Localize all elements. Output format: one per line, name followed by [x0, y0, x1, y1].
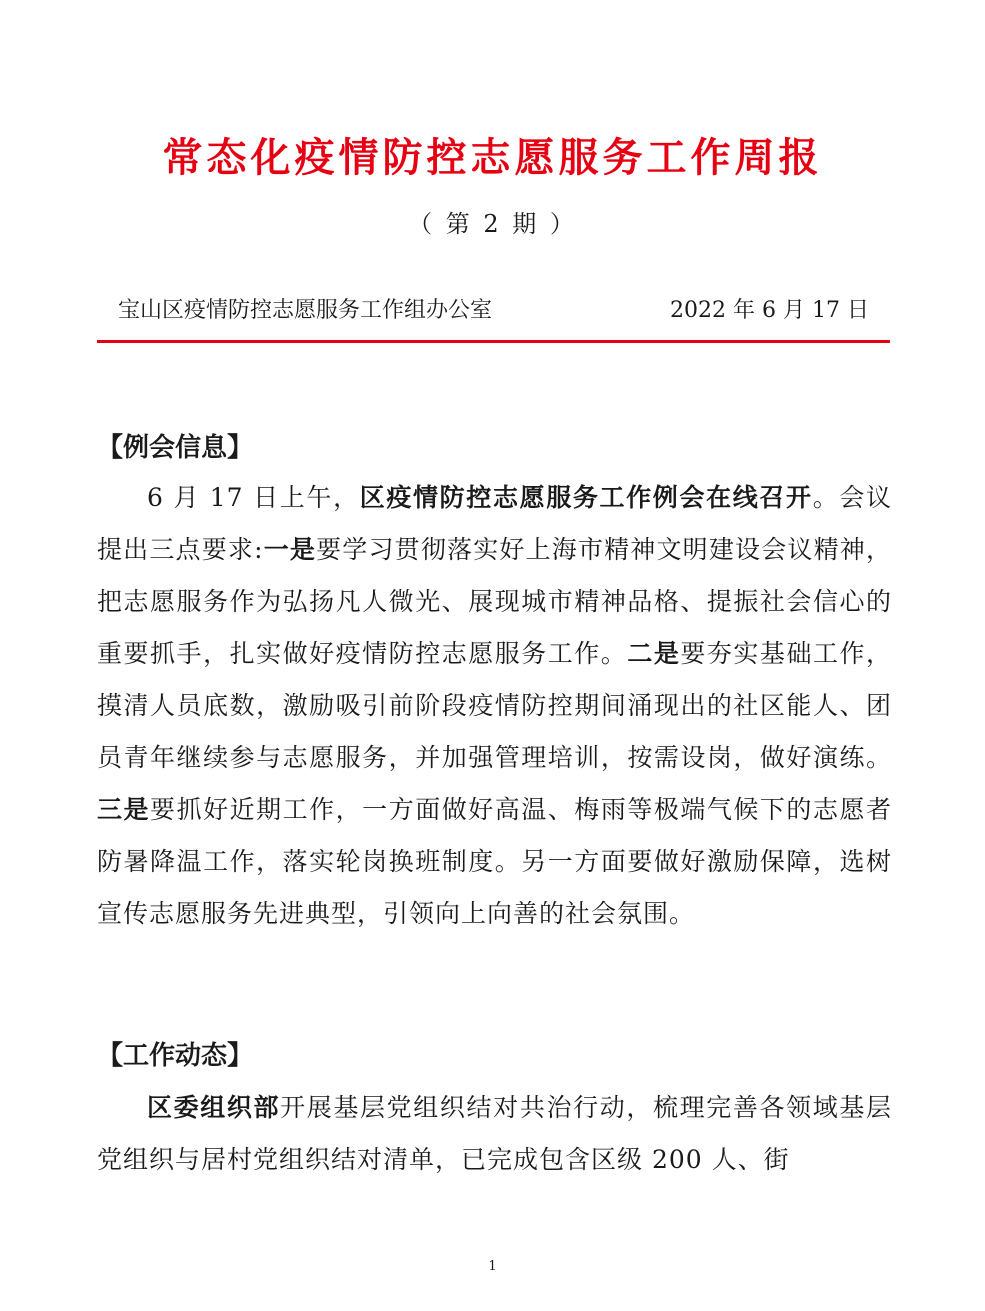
meeting-paragraph [97, 472, 892, 940]
section-heading-work: 【工作动态】 [97, 1041, 254, 1071]
issue-date: 2022 年 6 月 17 日 [670, 298, 869, 323]
work-paragraph [97, 1082, 892, 1186]
work-bold-1: 区委组织部 [147, 1093, 281, 1122]
meeting-text-1: 6 月 17 日上午， [147, 483, 360, 512]
report-title: 常态化疫情防控志愿服务工作周报 [162, 134, 823, 181]
red-divider-line [97, 340, 890, 343]
page-number: 1 [488, 1259, 497, 1274]
meeting-text-3: 要学习贯彻落实好上海市精神文明建设会议精神，把志愿服务作为弘扬凡人微光、展现城市精神品格、提振社会信心的重要抓手，扎实做好疫情防控志愿服务工作。 [97, 535, 892, 668]
meeting-text-4: 要夯实基础工作，摸清人员底数，激励吸引前阶段疫情防控期间涌现出的社区能人、团员青年继续参与志愿服务，并加强管理培训，按需设岗，做好演练。 [97, 639, 892, 772]
issuing-office: 宝山区疫情防控志愿服务工作组办公室 [118, 298, 493, 323]
section-heading-meeting: 【例会信息】 [97, 433, 254, 463]
meeting-text-5: 要抓好近期工作，一方面做好高温、梅雨等极端气候下的志愿者防暑降温工作，落实轮岗换班制度。另一方面要做好激励保障，选树宣传志愿服务先进典型，引领向上向善的社会氛围。 [97, 795, 892, 928]
meeting-text-2: 。会议提出三点要求: [97, 483, 892, 564]
issue-number: （ 第 2 期 ） [408, 210, 577, 238]
meeting-bold-1: 区疫情防控志愿服务工作例会在线召开 [359, 483, 813, 512]
meeting-bold-2: 一是 [263, 535, 317, 564]
meeting-bold-4: 三是 [97, 795, 151, 824]
work-text-1: 开展基层党组织结对共治行动，梳理完善各领域基层党组织与居村党组织结对清单，已完成包含区级 200 人、街 [97, 1093, 892, 1174]
meeting-bold-3: 二是 [627, 639, 681, 668]
